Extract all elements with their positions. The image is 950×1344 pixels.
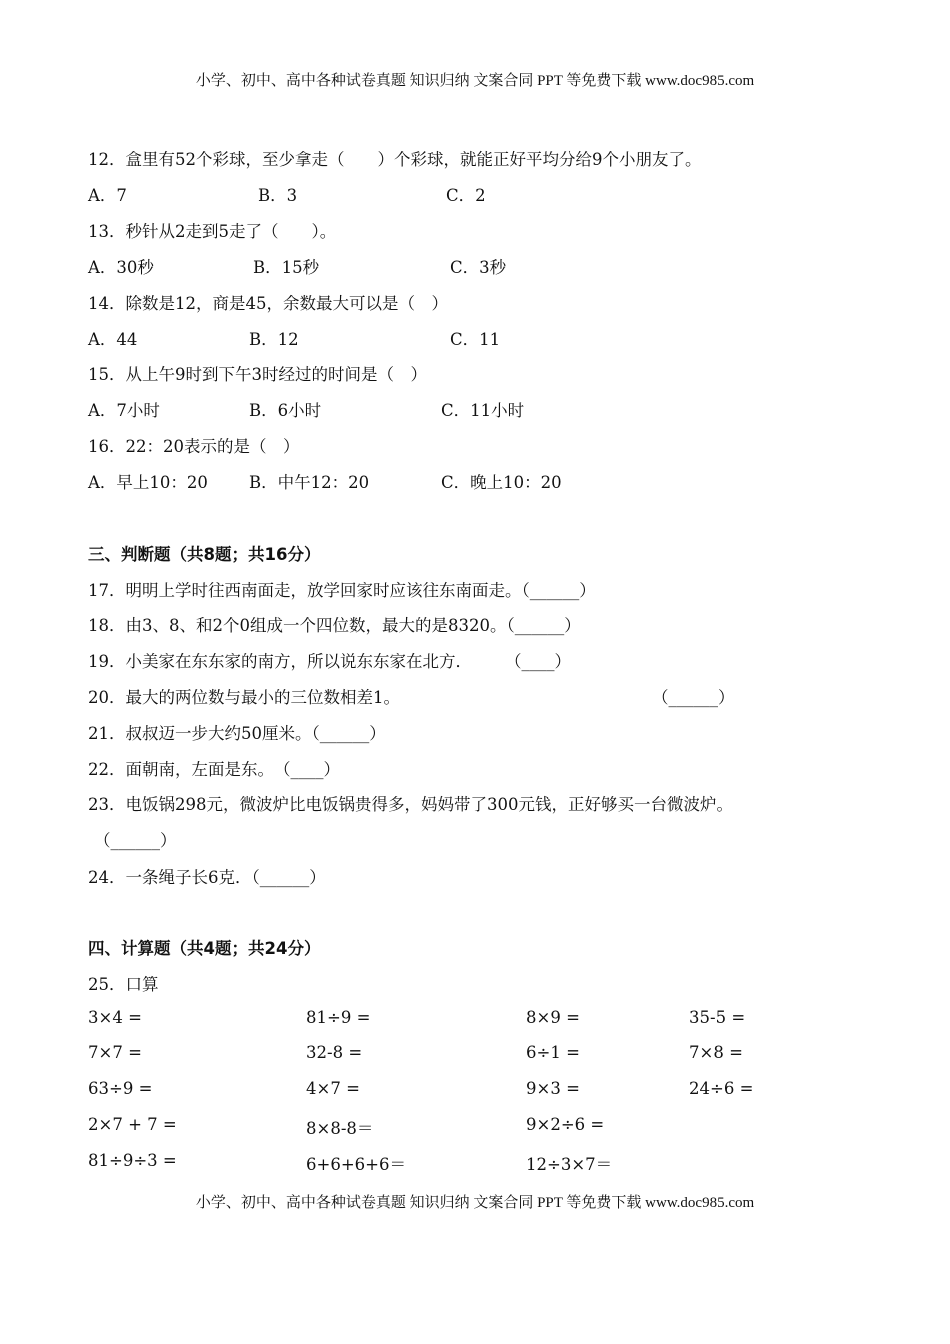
question-17: 17．明明上学时往西南面走，放学回家时应该往东南面走。（______） (88, 581, 596, 600)
calc-item: 63÷9 = (88, 1079, 153, 1098)
question-14: 14．除数是12，商是45，余数最大可以是（ ） (88, 294, 448, 313)
question-19: 19．小美家在东东家的南方，所以说东东家在北方． （____） (88, 652, 571, 671)
option-13-b: B．15秒 (253, 258, 320, 277)
calc-item: 81÷9÷3 = (88, 1151, 177, 1170)
calc-item: 4×7 = (306, 1079, 360, 1098)
calc-item: 8×8-8＝ (306, 1119, 374, 1138)
question-23-blank: （______） (94, 831, 177, 850)
calc-item: 9×2÷6 = (526, 1115, 605, 1134)
calc-item: 7×8 = (689, 1043, 743, 1062)
question-21: 21．叔叔迈一步大约50厘米。（______） (88, 724, 386, 743)
option-16-c: C．晚上10：20 (441, 473, 562, 492)
calc-item: 35-5 = (689, 1008, 746, 1027)
option-12-a: A．7 (88, 186, 127, 205)
calc-item: 3×4 = (88, 1008, 142, 1027)
option-14-c: C．11 (450, 330, 501, 349)
calc-item: 24÷6 = (689, 1079, 754, 1098)
option-16-b: B．中午12：20 (249, 473, 370, 492)
question-12: 12．盒里有52个彩球，至少拿走（ ）个彩球，就能正好平均分给9个小朋友了。 (88, 150, 702, 169)
question-23: 23．电饭锅298元，微波炉比电饭锅贵得多，妈妈带了300元钱，正好够买一台微波炉。 (88, 795, 733, 814)
option-15-b: B．6小时 (249, 401, 322, 420)
page-footer: 小学、初中、高中各种试卷真题 知识归纳 文案合同 PPT 等免费下载 www.doc985.com (195, 1195, 755, 1211)
calc-item: 9×3 = (526, 1079, 580, 1098)
option-12-b: B．3 (258, 186, 298, 205)
calc-item: 6+6+6+6＝ (306, 1155, 406, 1174)
section-3-title: 三、判断题（共8题；共16分） (88, 545, 321, 564)
option-14-a: A．44 (88, 330, 138, 349)
question-16: 16．22：20表示的是（ ） (88, 437, 300, 456)
option-16-a: A．早上10：20 (88, 473, 208, 492)
option-14-b: B．12 (249, 330, 299, 349)
calc-item: 32-8 = (306, 1043, 363, 1062)
question-25: 25．口算 (88, 975, 159, 994)
question-18: 18．由3、8、和2个0组成一个四位数，最大的是8320。（______） (88, 616, 581, 635)
question-24: 24．一条绳子长6克．（______） (88, 868, 326, 887)
section-4-title: 四、计算题（共4题；共24分） (88, 939, 321, 958)
calc-item: 12÷3×7＝ (526, 1155, 613, 1174)
calc-item: 7×7 = (88, 1043, 142, 1062)
question-13: 13．秒针从2走到5走了（ ）。 (88, 222, 337, 241)
question-20: 20．最大的两位数与最小的三位数相差1。 (88, 688, 400, 707)
option-15-c: C．11小时 (441, 401, 525, 420)
calc-item: 2×7 + 7 = (88, 1115, 177, 1134)
question-20-blank: （______） (652, 688, 735, 707)
calc-item: 6÷1 = (526, 1043, 580, 1062)
option-12-c: C．2 (446, 186, 486, 205)
question-15: 15．从上午9时到下午3时经过的时间是（ ） (88, 365, 427, 384)
question-22: 22．面朝南，左面是东。 （____） (88, 760, 340, 779)
page-header: 小学、初中、高中各种试卷真题 知识归纳 文案合同 PPT 等免费下载 www.doc985.com (195, 73, 755, 89)
option-13-a: A．30秒 (88, 258, 154, 277)
calc-item: 81÷9 = (306, 1008, 371, 1027)
calc-item: 8×9 = (526, 1008, 580, 1027)
option-15-a: A．7小时 (88, 401, 160, 420)
option-13-c: C．3秒 (450, 258, 507, 277)
